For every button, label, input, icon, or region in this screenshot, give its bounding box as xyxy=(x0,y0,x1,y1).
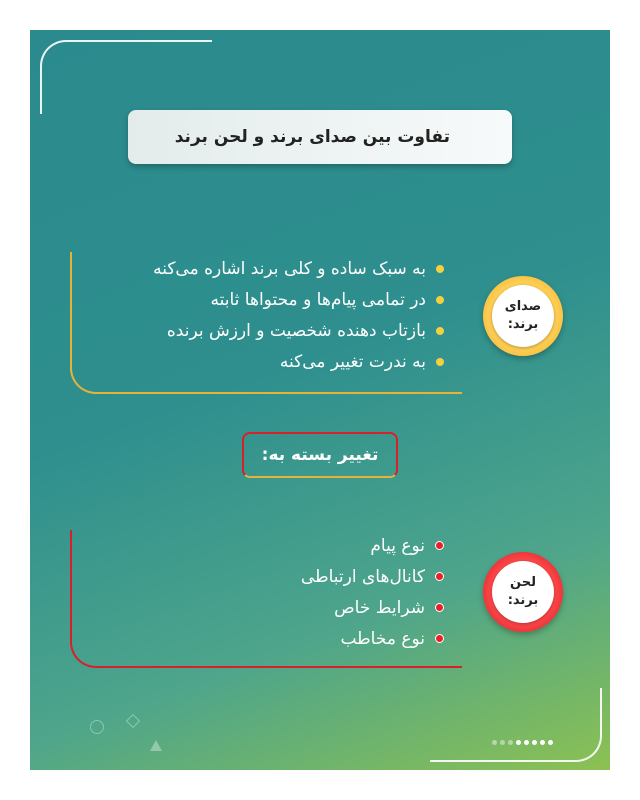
list-item: بازتاب دهنده شخصیت و ارزش برنده xyxy=(153,315,444,346)
list-item: در تمامی پیام‌ها و محتواها ثابته xyxy=(153,284,444,315)
title-banner xyxy=(128,110,512,164)
dot-icon xyxy=(508,740,513,745)
brand-tone-label-line1: لحن xyxy=(510,575,536,590)
bullet-icon xyxy=(436,265,444,273)
list-item: به سبک ساده و کلی برند اشاره می‌کنه xyxy=(153,253,444,284)
circle-outline-icon xyxy=(90,720,104,734)
bullet-icon xyxy=(436,327,444,335)
bullet-icon xyxy=(436,296,444,304)
brand-tone-badge xyxy=(483,552,563,632)
brand-voice-list xyxy=(153,253,444,377)
pagination-dots xyxy=(492,740,553,745)
depends-on-box xyxy=(242,432,398,478)
brand-tone-label-line2: برند: xyxy=(507,593,539,608)
dot-icon xyxy=(532,740,537,745)
dot-icon xyxy=(516,740,521,745)
list-item: نوع پیام xyxy=(301,530,444,561)
triangle-icon xyxy=(150,740,162,751)
dot-icon xyxy=(500,740,505,745)
list-item: به ندرت تغییر می‌کنه xyxy=(153,346,444,377)
dot-icon xyxy=(548,740,553,745)
dot-icon xyxy=(524,740,529,745)
bullet-icon xyxy=(435,634,444,643)
brand-tone-list xyxy=(301,530,444,654)
bullet-icon xyxy=(435,541,444,550)
frame-corner-bottom-right xyxy=(430,688,602,762)
depends-on-label: تغییر بسته به: xyxy=(261,445,379,465)
list-item: شرایط خاص xyxy=(301,592,444,623)
frame-corner-top-left xyxy=(40,40,212,114)
brand-voice-label-line1: صدای xyxy=(504,299,542,314)
list-item: کانال‌های ارتباطی xyxy=(301,561,444,592)
page-title: تفاوت بین صدای برند و لحن برند xyxy=(174,127,450,147)
dot-icon xyxy=(540,740,545,745)
list-item: نوع مخاطب xyxy=(301,623,444,654)
bullet-icon xyxy=(436,358,444,366)
brand-voice-badge xyxy=(483,276,563,356)
dot-icon xyxy=(492,740,497,745)
bullet-icon xyxy=(435,572,444,581)
brand-voice-label-line2: برند: xyxy=(507,317,539,332)
bullet-icon xyxy=(435,603,444,612)
